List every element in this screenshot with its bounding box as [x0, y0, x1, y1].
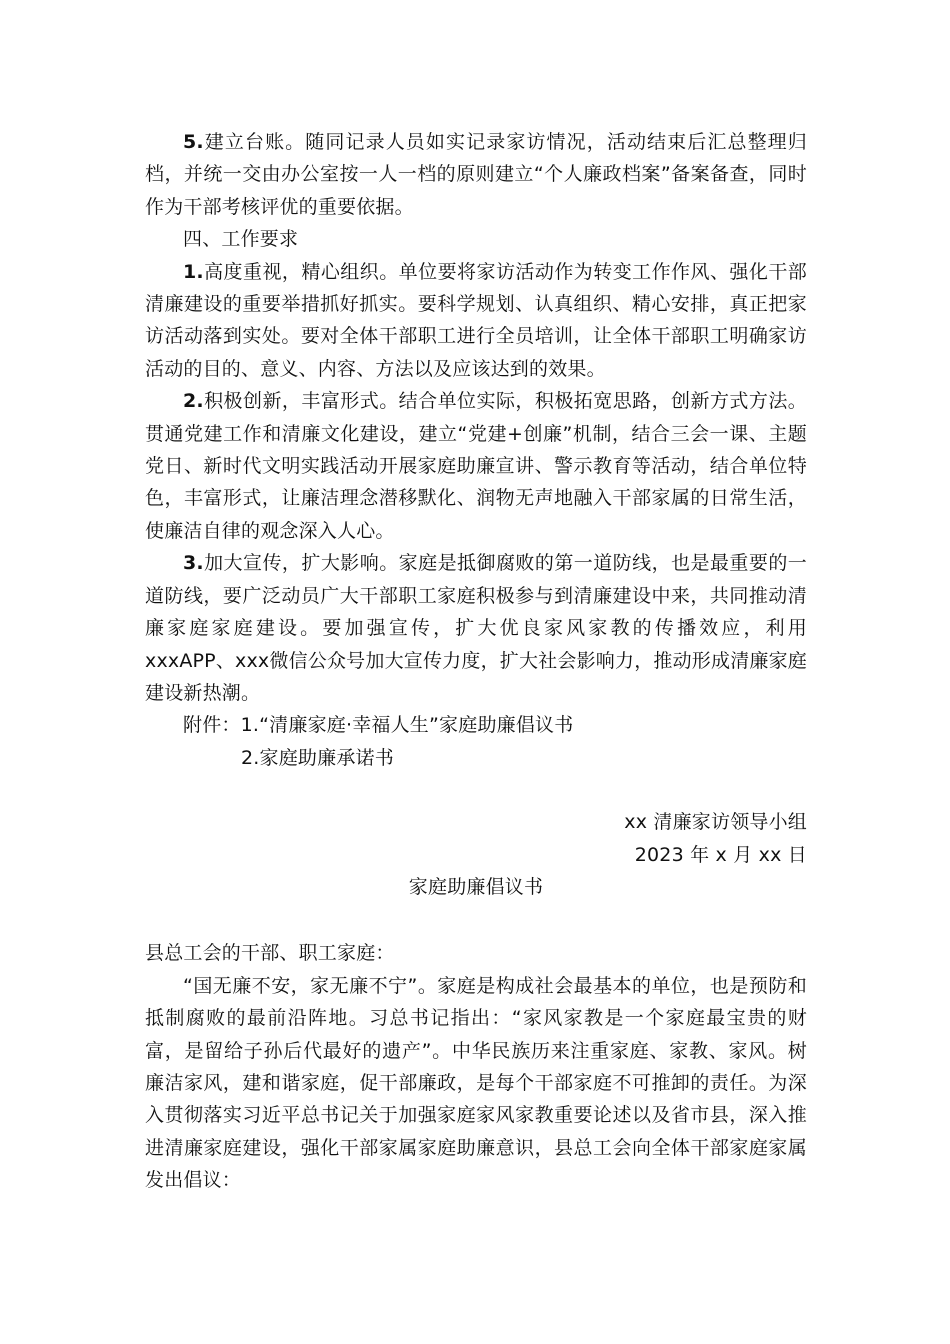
section-heading-work-requirements: 四、工作要求	[183, 228, 299, 251]
requirement-2-number: 2.	[183, 390, 204, 413]
spacer	[145, 903, 807, 937]
signature-date: 2023 年 x 月 xx 日	[634, 843, 807, 866]
requirement-1-paragraph	[145, 256, 807, 386]
requirement-3-number: 3.	[183, 552, 204, 575]
proposal-salutation: 县总工会的干部、职工家庭：	[145, 942, 395, 965]
section-5-paragraph	[145, 126, 807, 223]
requirement-1-text: 高度重视，精心组织。单位要将家访活动作为转变工作作风、强化干部清廉建设的重要举措抓好抓实。要科学规划、认真组织、精心安排，真正把家访活动落到实处。要对全体干部职工进行全员培训，让全体干部职工明确家访活动的目的、意义、内容、方法以及应该达到的效果。	[145, 260, 807, 380]
attachment-line-1: 附件：1.“清廉家庭·幸福人生”家庭助廉倡议书	[183, 714, 574, 737]
proposal-title: 家庭助廉倡议书	[408, 875, 544, 898]
requirement-1-number: 1.	[183, 260, 204, 283]
proposal-body: “国无廉不安，家无廉不宁”。家庭是构成社会最基本的单位，也是预防和抵制腐败的最前沿阵地。习总书记指出：“家风家教是一个家庭最宝贵的财富，是留给子孙后代最好的遗产”。中华民族历来注重家庭、家教、家风。树廉洁家风，建和谐家庭，促干部廉政，是每个干部家庭不可推卸的责任。为深入贯彻落实习近平总书记关于加强家庭家风家教重要论述以及省市县，深入推进清廉家庭建设，强化干部家属家庭助廉意识，县总工会向全体干部家庭家属发出倡议：	[145, 974, 807, 1192]
requirement-3-text: 加大宣传，扩大影响。家庭是抵御腐败的第一道防线，也是最重要的一道防线，要广泛动员广大干部职工家庭积极参与到清廉建设中来，共同推动清廉家庭家庭建设。要加强宣传，扩大优良家风家教的传播效应，利用xxxAPP、xxx微信公众号加大宣传力度，扩大社会影响力，推动形成清廉家庭建设新热潮。	[145, 552, 807, 704]
attachment-line-2: 2.家庭助廉承诺书	[241, 746, 394, 769]
document-body	[145, 126, 807, 1197]
requirement-2-paragraph	[145, 385, 807, 547]
requirement-3-paragraph	[145, 547, 807, 709]
section-5-text: 建立台账。随同记录人员如实记录家访情况，活动结束后汇总整理归档，并统一交由办公室按一人一档的原则建立“个人廉政档案”备案备查，同时作为干部考核评优的重要依据。	[145, 131, 807, 218]
signature-organization: xx 清廉家访领导小组	[624, 811, 807, 834]
section-5-number: 5.	[183, 131, 204, 153]
requirement-2-text: 积极创新，丰富形式。结合单位实际，积极拓宽思路，创新方式方法。贯通党建工作和清廉文化建设，建立“党建+创廉”机制，结合三会一课、主题党日、新时代文明实践活动开展家庭助廉宣讲、警示教育等活动，结合单位特色，丰富形式，让廉洁理念潜移默化、润物无声地融入干部家属的日常生活，使廉洁自律的观念深入人心。	[145, 390, 807, 542]
spacer	[145, 774, 807, 806]
